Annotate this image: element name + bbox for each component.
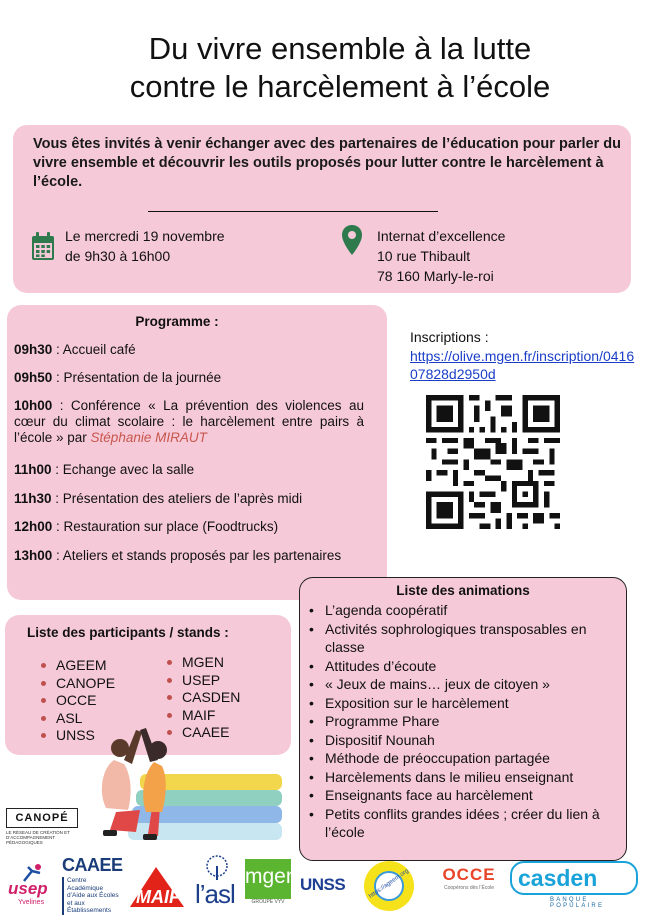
participant-item: MAIF: [167, 707, 240, 725]
inscriptions-label: Inscriptions :: [410, 329, 489, 345]
programme-text: : Accueil café: [52, 342, 136, 357]
title-line-1: Du vivre ensemble à la lutte: [148, 31, 532, 66]
animation-item: • « Jeux de mains… jeux de citoyen »: [308, 675, 620, 694]
programme-text: : Conférence « La prévention des violences au cœur du climat scolaire : le harcèlement entre pairs à l’école » par: [14, 398, 364, 445]
canope-logo-subtitle: LE RÉSEAU DE CRÉATION ET D’ACCOMPAGNEMENT PÉDAGOGIQUES: [6, 830, 70, 845]
unss-logo: [300, 875, 352, 899]
participant-item: CASDEN: [167, 689, 240, 707]
animation-item: • Exposition sur le harcèlement: [308, 694, 620, 713]
map-pin-icon: [341, 224, 363, 256]
animation-item: • Activités sophrologiques transposables en classe: [308, 620, 620, 657]
usep-logo: [6, 863, 56, 911]
programme-panel: [7, 305, 387, 600]
programme-text: : Ateliers et stands proposés par les partenaires: [52, 548, 342, 563]
participant-item: CANOPE: [41, 675, 115, 693]
usep-logo-subtitle: Yvelines: [18, 899, 45, 906]
caaee-logo: [62, 855, 122, 913]
occe-logo-subtitle: Coopérons dès l’École: [443, 885, 495, 891]
programme-text: : Restauration sur place (Foodtrucks): [52, 519, 279, 534]
mgen-logo-subtitle: GROUPE VYV: [251, 899, 285, 905]
animation-item: • Programme Phare: [308, 712, 620, 731]
programme-item: [14, 370, 364, 386]
animations-title: Liste des animations: [396, 583, 530, 598]
programme-time: 11h00: [14, 462, 52, 477]
canope-logo-text: CANOPÉ: [6, 808, 78, 828]
casden-logo: [510, 861, 638, 911]
participant-item: ASL: [41, 710, 115, 728]
programme-time: 10h00: [14, 398, 53, 413]
programme-item: [14, 491, 364, 507]
caaee-logo-text: CAAEE: [62, 855, 123, 875]
page-title: [60, 30, 620, 106]
animation-item: • Attitudes d’écoute: [308, 657, 620, 676]
asl-logo: [193, 855, 241, 913]
animation-item: • Harcèlements dans le milieu enseignant: [308, 768, 620, 787]
qr-code: [426, 395, 560, 529]
programme-item: [14, 342, 364, 358]
invitation-text: Vous êtes invités à venir échanger avec des partenaires de l’éducation pour parler du vivre ensemble et découvrir les outils proposés pour lutter contre le harcèlement à l’école.: [33, 136, 622, 190]
asl-logo-text: l’asl: [195, 879, 235, 909]
animation-item: • Dispositif Nounah: [308, 731, 620, 750]
calendar-icon: [31, 231, 55, 261]
participant-item: UNSS: [41, 727, 115, 745]
casden-logo-subtitle: BANQUE POPULAIRE: [550, 897, 605, 909]
animations-list: [308, 601, 620, 842]
animation-item: • Enseignants face au harcèlement: [308, 786, 620, 805]
programme-text: : Echange avec la salle: [51, 462, 195, 477]
title-line-2: contre le harcèlement à l’école: [129, 69, 551, 104]
programme-item: [14, 462, 364, 478]
animation-item: • L’agenda coopératif: [308, 601, 620, 620]
location-city: 78 160 Marly-le-roi: [377, 268, 494, 284]
programme-time: 12h00: [14, 519, 53, 534]
invitation-panel: [13, 125, 631, 293]
canope-logo: [6, 808, 78, 848]
divider: [148, 211, 438, 212]
time-line: de 9h30 à 16h00: [65, 248, 171, 264]
ageem-logo-text: https://ageem.org: [368, 868, 410, 900]
event-date: [65, 226, 225, 266]
animation-item: • Petits conflits grandes idées ; créer du lien à l’école: [308, 805, 620, 842]
programme-text: : Présentation des ateliers de l’après midi: [51, 491, 303, 506]
programme-item: [14, 398, 364, 446]
programme-time: 13h00: [14, 548, 53, 563]
programme-time: 11h30: [14, 491, 52, 506]
location-name: Internat d’excellence: [377, 228, 506, 244]
inscription-link[interactable]: https://olive.mgen.fr/inscription/041607828d2950d: [410, 348, 635, 382]
casden-logo-text: casden: [510, 861, 638, 895]
programme-item: [14, 519, 364, 535]
mgen-logo-text: mgen: [245, 859, 291, 899]
usep-logo-text: usep: [8, 879, 48, 898]
animations-panel: [299, 577, 627, 861]
programme-time: 09h50: [14, 370, 53, 385]
participant-item: AGEEM: [41, 657, 115, 675]
tree-icon: [199, 855, 235, 881]
programme-title: Programme :: [135, 314, 219, 329]
participant-item: USEP: [167, 672, 240, 690]
caaee-logo-subtitle: Centre Académique d’Aide aux Écoles et aux Établissements: [62, 877, 122, 915]
occe-logo: [438, 865, 500, 911]
mgen-logo: [245, 859, 298, 911]
high-five-illustration: [88, 712, 293, 842]
programme-text: : Présentation de la journée: [52, 370, 222, 385]
animation-item: • Méthode de préoccupation partagée: [308, 749, 620, 768]
participants-title: Liste des participants / stands :: [27, 625, 229, 640]
maif-logo-text: MAIF: [136, 887, 180, 907]
location-street: 10 rue Thibault: [377, 248, 471, 264]
occe-logo-text: OCCE: [442, 865, 496, 884]
programme-time: 09h30: [14, 342, 53, 357]
participant-item: OCCE: [41, 692, 115, 710]
partner-logos: [0, 855, 646, 915]
programme-item: [14, 548, 364, 564]
ageem-logo: [360, 859, 418, 913]
participant-item: MGEN: [167, 654, 240, 672]
participant-item: CAAEE: [167, 724, 240, 742]
maif-logo: [126, 865, 188, 909]
event-location: [377, 226, 505, 286]
date-line: Le mercredi 19 novembre: [65, 228, 225, 244]
unss-logo-text: UNSS: [300, 875, 346, 894]
speaker-name: Stéphanie MIRAUT: [90, 430, 207, 445]
